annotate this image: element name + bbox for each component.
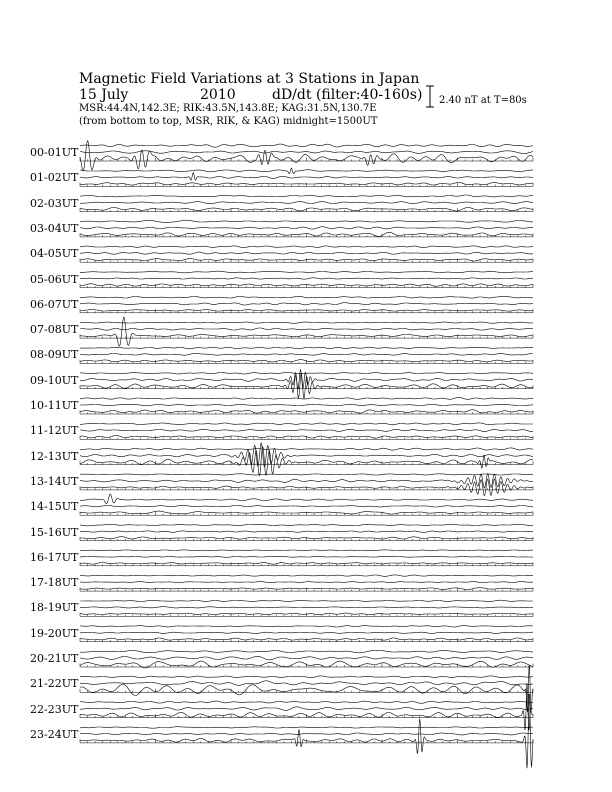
trace-kag — [80, 575, 533, 577]
hour-row — [80, 550, 533, 566]
minute-ticks — [80, 613, 533, 617]
trace-kag — [80, 474, 533, 475]
hour-label: 06-07UT — [30, 297, 79, 311]
trace-kag — [80, 296, 533, 298]
hour-label: 12-13UT — [30, 449, 79, 463]
trace-rik — [80, 632, 533, 633]
trace-kag — [80, 372, 533, 374]
trace-rik — [80, 328, 533, 330]
hour-row — [80, 347, 533, 363]
hour-label: 13-14UT — [30, 474, 79, 488]
scale-bar — [426, 86, 434, 107]
chart-year: 2010 — [200, 87, 236, 103]
trace-kag — [80, 676, 533, 678]
trace-msr — [80, 479, 533, 495]
trace-rik — [80, 252, 533, 254]
trace-rik — [80, 556, 533, 557]
minute-ticks — [80, 411, 533, 415]
hour-label: 08-09UT — [30, 348, 79, 362]
trace-kag — [80, 195, 533, 197]
chart-date: 15 July — [79, 87, 129, 103]
hour-row — [80, 317, 533, 346]
trace-rik — [80, 429, 533, 431]
trace-kag — [80, 550, 533, 551]
chart-title: Magnetic Field Variations at 3 Stations in Japan — [79, 71, 420, 87]
trace-kag — [80, 524, 533, 526]
hour-row — [80, 370, 533, 399]
hour-label: 09-10UT — [30, 373, 79, 387]
hour-label: 07-08UT — [30, 323, 79, 337]
trace-rik — [80, 707, 533, 711]
trace-kag — [80, 494, 533, 504]
trace-rik — [80, 173, 533, 181]
trace-rik — [80, 531, 533, 532]
trace-kag — [80, 322, 533, 323]
hour-row — [80, 271, 533, 287]
minute-ticks — [80, 689, 533, 693]
trace-kag — [80, 246, 533, 248]
trace-kag — [80, 626, 533, 627]
hour-label: 04-05UT — [30, 247, 79, 261]
minute-ticks — [80, 512, 533, 516]
trace-rik — [80, 404, 533, 406]
hour-label: 14-15UT — [30, 500, 79, 514]
trace-rik — [80, 582, 533, 583]
hour-row — [80, 423, 533, 439]
trace-kag — [80, 397, 533, 399]
hour-label: 15-16UT — [30, 525, 79, 539]
minute-ticks — [80, 360, 533, 364]
hour-label: 17-18UT — [30, 576, 79, 590]
trace-kag — [80, 144, 533, 147]
station-coordinates: MSR:44.4N,142.3E; RIK:43.5N,143.8E; KAG:31.5N,130.7E — [79, 103, 377, 114]
trace-rik — [80, 656, 533, 660]
hour-row — [80, 694, 533, 768]
hour-row — [80, 600, 533, 616]
trace-rik — [80, 202, 533, 204]
hour-label: 19-20UT — [30, 626, 79, 640]
trace-kag — [80, 271, 533, 273]
hour-label: 21-22UT — [30, 677, 79, 691]
hour-label: 22-23UT — [30, 702, 79, 716]
trace-kag — [80, 220, 533, 222]
hour-label: 20-21UT — [30, 652, 79, 665]
hour-row — [80, 474, 533, 496]
hour-row — [80, 626, 533, 642]
scale-bar-label: 2.40 nT at T=80s — [439, 95, 527, 106]
minute-ticks — [80, 183, 533, 187]
hour-label: 05-06UT — [30, 272, 79, 286]
hour-label: 11-12UT — [30, 424, 79, 438]
hour-row — [80, 575, 533, 591]
minute-ticks — [80, 158, 533, 162]
hour-label: 00-01UT — [30, 146, 79, 159]
hour-label: 23-24UT — [30, 727, 79, 741]
trace-msr — [80, 317, 533, 346]
hour-row — [80, 494, 533, 515]
trace-rik — [80, 681, 533, 686]
trace-kag — [80, 168, 533, 174]
trace-kag — [80, 727, 533, 729]
hour-row — [80, 195, 533, 212]
trace-rik — [80, 505, 533, 507]
trace-kag — [80, 650, 533, 652]
hour-row — [80, 443, 533, 476]
hour-label: 18-19UT — [30, 601, 79, 615]
hour-label: 16-17UT — [30, 550, 79, 564]
trace-kag — [80, 448, 533, 450]
hour-row — [80, 650, 533, 668]
trace-rik — [80, 303, 533, 305]
minute-ticks — [80, 638, 533, 642]
trace-rik — [80, 733, 533, 735]
hour-label: 01-02UT — [30, 171, 79, 185]
trace-kag — [80, 701, 533, 703]
station-order-note: (from bottom to top, MSR, RIK, & KAG) midnight=1500UT — [79, 116, 378, 127]
hour-row — [80, 246, 533, 262]
hour-row — [80, 220, 533, 237]
trace-rik — [80, 607, 533, 608]
hour-row — [80, 168, 533, 186]
hour-label: 10-11UT — [30, 399, 79, 412]
hour-row — [80, 524, 533, 540]
trace-rik — [80, 227, 533, 229]
hour-row — [80, 141, 533, 171]
hour-label: 02-03UT — [30, 196, 79, 210]
trace-kag — [80, 600, 533, 601]
trace-rik — [80, 353, 533, 355]
trace-kag — [80, 347, 533, 349]
hour-label: 03-04UT — [30, 221, 79, 235]
hour-row — [80, 296, 533, 313]
trace-msr — [80, 694, 533, 768]
filter-label: dD/dt (filter:40-160s) — [272, 87, 423, 103]
minute-ticks — [80, 208, 533, 212]
hour-row — [80, 397, 533, 414]
hour-row — [80, 666, 533, 712]
trace-rik — [80, 151, 533, 154]
trace-rik — [80, 474, 533, 488]
trace-rik — [80, 278, 533, 279]
trace-kag — [80, 423, 533, 425]
